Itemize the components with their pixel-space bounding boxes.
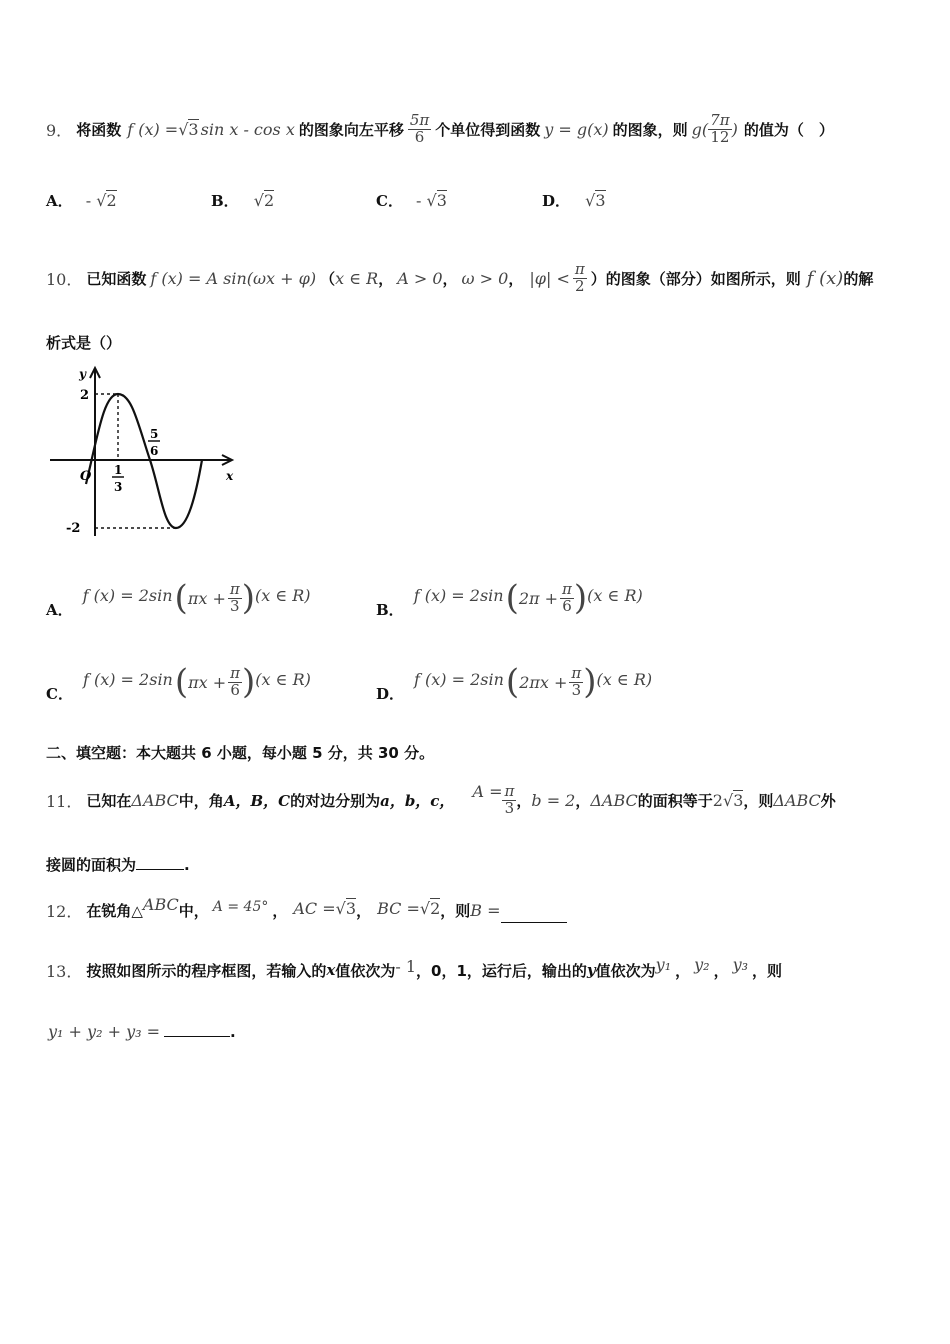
q11-text-1: 已知在	[86, 791, 132, 810]
q9-text-4: 的图象，则	[612, 120, 688, 139]
q12-triangle: ABC	[142, 894, 179, 914]
q11-A-fraction: $\frac{\pi}{3}$	[504, 781, 515, 817]
q11-text-2: 中，角	[178, 791, 224, 810]
q10-option-d-lparen: (	[505, 662, 520, 702]
q9-option-c-value: √3	[426, 191, 447, 210]
q9-text-2: 的图象向左平移	[298, 120, 404, 139]
q12-angle-A: A = 45°	[212, 899, 269, 915]
y-max-label: 2	[80, 388, 90, 403]
q10-option-b-lparen: (	[505, 578, 519, 618]
q13-neg-one: - 1	[395, 956, 417, 976]
q10-option-d-pre: f (x) = 2sin	[414, 669, 504, 689]
q9-number: 9．	[46, 120, 73, 140]
q11-line	[46, 774, 836, 826]
q10-cond-3: ω > 0	[461, 268, 509, 288]
q9-gfunc: y = g(x)	[544, 119, 609, 139]
q10-option-c-fraction: $\frac{\pi}{6}$	[230, 663, 241, 699]
q10-line-2: 析式是（）	[46, 334, 122, 352]
x-tick-1-den: 3	[114, 480, 123, 494]
q10-option-a-arg: πx +	[187, 588, 226, 608]
q13-text-1: 按照如图所示的程序框图，若输入的	[86, 961, 327, 980]
q13-text-5: ，则	[752, 961, 783, 980]
q12-AC: AC =	[293, 898, 336, 918]
origin-label: O	[80, 469, 92, 484]
q13-x: x	[326, 961, 336, 979]
q10-cond-2: A > 0	[397, 268, 443, 288]
y-min-label: -2	[66, 521, 81, 536]
q10-option-c-pre: f (x) = 2sin	[82, 669, 173, 689]
q13-line-2	[48, 1022, 236, 1041]
q10-phi-fraction	[573, 259, 587, 295]
section-2-heading: 二、填空题：本大题共 6 小题，每小题 5 分，共 30 分。	[46, 744, 435, 762]
q10-option-b-pre: f (x) = 2sin	[413, 585, 504, 605]
q9-option-a-label: A．	[46, 192, 73, 210]
q12-text-1: 在锐角△	[86, 901, 143, 920]
q9-shift-den: 6	[414, 127, 425, 146]
q10-cond-4: |φ| <	[529, 268, 570, 288]
q10-option-d-fraction: $\frac{\pi}{3}$	[571, 663, 582, 699]
q11-angles: A，B，C	[223, 791, 291, 810]
q12-text-3: ，则	[440, 901, 471, 920]
q9-g-close: )	[731, 119, 738, 139]
q13-y1: y₁	[655, 954, 672, 974]
q9-sqrt: √3	[178, 119, 199, 139]
q9-option-b-value: √2	[253, 191, 275, 210]
q10-comma-3: ，	[508, 269, 524, 288]
q10-cond-1: x ∈ R	[335, 268, 379, 288]
q10-phi-den: 2	[575, 276, 585, 295]
y-axis-label: y	[79, 367, 86, 381]
q9-shift-fraction	[408, 110, 431, 146]
q11-line-2-text: 接圆的面积为	[46, 856, 137, 874]
q13-comma-1: ，	[675, 961, 691, 980]
q11-comma-1: ，	[516, 791, 532, 810]
q13-answer-blank[interactable]	[164, 1022, 230, 1037]
q10-option-a-lparen: (	[174, 578, 188, 618]
q11-text-6: 外	[820, 791, 836, 810]
q9-g: g(	[691, 119, 709, 139]
q10-phi-num: π	[574, 259, 585, 278]
q11-triangle: ΔABC	[131, 790, 179, 810]
q9-option-d-label: D．	[542, 192, 571, 210]
q10-option-a-rparen: )	[241, 578, 255, 618]
q10-option-b-fraction: $\frac{\pi}{6}$	[562, 579, 572, 615]
q10-function: f (x) = A sin(ωx + φ)	[150, 268, 317, 288]
q9-text-1: 将函数	[76, 120, 122, 139]
q9-shift-num: 5π	[409, 110, 430, 129]
q12-line	[46, 890, 567, 930]
q9-expression: sin x - cos x	[200, 119, 295, 139]
q11-text-4: 的面积等于	[637, 791, 713, 810]
q13-y: y	[586, 961, 596, 979]
q9-function: f (x) =	[127, 119, 179, 139]
q10-text-3: ）的图象（部分）如图所示，则	[590, 269, 801, 288]
q9-option-d-value: √3	[585, 191, 606, 210]
q9-option-b[interactable]	[211, 190, 274, 211]
q9-option-d[interactable]	[542, 190, 606, 211]
q13-y3: y₃	[732, 954, 749, 974]
q13-line	[46, 950, 782, 990]
q10-option-a-post: (x ∈ R)	[254, 585, 311, 605]
q10-option-c-lparen: (	[174, 662, 189, 702]
q10-option-a-fraction: $\frac{\pi}{3}$	[229, 579, 240, 615]
q10-option-d-rparen: )	[583, 662, 597, 702]
x-tick-2-num: 5	[150, 427, 159, 441]
q9-g-num: 7π	[710, 110, 730, 129]
q10-option-d-label: D．	[376, 684, 405, 703]
q9-text-3: 个单位得到函数	[435, 120, 541, 139]
q12-comma-1: ，	[272, 901, 288, 920]
q13-text-3: ，0，1，运行后，输出的	[416, 961, 587, 980]
q11-text-3: 的对边分别为	[290, 791, 381, 810]
q12-comma-2: ，	[356, 901, 372, 920]
q11-end: .	[184, 856, 190, 874]
q12-B: B =	[470, 900, 501, 920]
x-tick-1-num: 1	[114, 463, 123, 477]
q10-option-a-label: A．	[46, 600, 73, 619]
q10-option-d[interactable]	[376, 658, 652, 706]
q10-option-b[interactable]	[376, 574, 643, 622]
q11-comma-2: ，	[575, 791, 591, 810]
q10-text-2: （	[320, 269, 336, 288]
q10-graph	[46, 364, 246, 542]
q12-answer-blank[interactable]	[501, 908, 567, 923]
q9-option-a-sign: -	[85, 191, 92, 210]
q10-option-b-rparen: )	[573, 578, 588, 618]
q11-number: 11．	[46, 791, 83, 811]
q13-comma-2: ，	[713, 961, 729, 980]
q10-option-c-rparen: )	[242, 662, 256, 702]
q13-text-2: 值依次为	[335, 961, 396, 980]
q9-option-c-sign: -	[416, 191, 422, 210]
q9-line	[46, 104, 834, 154]
q10-fx: f (x)	[806, 267, 844, 289]
q11-answer-blank[interactable]	[136, 855, 184, 870]
q10-option-a-pre: f (x) = 2sin	[82, 585, 173, 605]
q10-option-b-post: (x ∈ R)	[587, 585, 643, 605]
q13-number: 13．	[46, 961, 83, 981]
q10-option-d-post: (x ∈ R)	[596, 669, 653, 689]
q12-BC-value: √2	[419, 898, 441, 918]
q13-y2: y₂	[694, 954, 710, 974]
q12-number: 12．	[46, 901, 83, 921]
q11-line-2	[46, 854, 190, 875]
q9-option-c-label: C．	[376, 192, 403, 210]
q11-b-eq: b = 2	[531, 790, 576, 810]
q10-line	[46, 252, 873, 304]
q13-text-4: 值依次为	[595, 961, 656, 980]
q11-triangle-2: ΔABC	[590, 790, 638, 810]
q9-option-c[interactable]	[376, 190, 447, 211]
q13-end: .	[230, 1023, 236, 1041]
q9-text-5: 的值为（ ）	[743, 120, 834, 139]
q12-text-2: 中，	[178, 901, 209, 920]
q13-sum: y₁ + y₂ + y₃ =	[48, 1022, 161, 1041]
x-axis-label: x	[226, 469, 234, 483]
q10-option-b-label: B．	[376, 600, 404, 619]
q10-option-c-arg: πx +	[188, 672, 227, 692]
graph-axes	[50, 368, 232, 536]
q10-option-c-label: C．	[46, 684, 73, 703]
q10-comma-1: ，	[378, 269, 394, 288]
q11-sides: a，b，c，	[380, 791, 455, 810]
q11-triangle-3: ΔABC	[773, 790, 821, 810]
q9-option-a-value: √2	[96, 191, 117, 210]
x-tick-2-den: 6	[150, 444, 159, 458]
q10-option-b-arg: 2π +	[518, 588, 559, 608]
q11-text-5: ，则	[743, 791, 774, 810]
q10-number: 10．	[46, 269, 83, 289]
q11-area: 2√3	[712, 790, 744, 810]
q9-g-fraction	[708, 110, 731, 146]
q12-AC-value: √3	[335, 898, 357, 918]
q9-g-den: 12	[710, 127, 730, 146]
q12-BC: BC =	[377, 898, 420, 918]
q10-option-c-post: (x ∈ R)	[255, 669, 311, 689]
q11-A-eq: A =	[472, 781, 503, 801]
q9-option-b-label: B．	[211, 192, 239, 210]
q10-text-1: 已知函数	[86, 269, 147, 288]
q10-option-d-arg: 2πx +	[519, 672, 568, 692]
q10-text-4: 的解	[843, 269, 874, 288]
q10-option-a[interactable]	[46, 574, 311, 622]
q10-comma-2: ，	[442, 269, 458, 288]
q9-option-a[interactable]	[46, 190, 117, 211]
q10-option-c[interactable]	[46, 658, 311, 706]
